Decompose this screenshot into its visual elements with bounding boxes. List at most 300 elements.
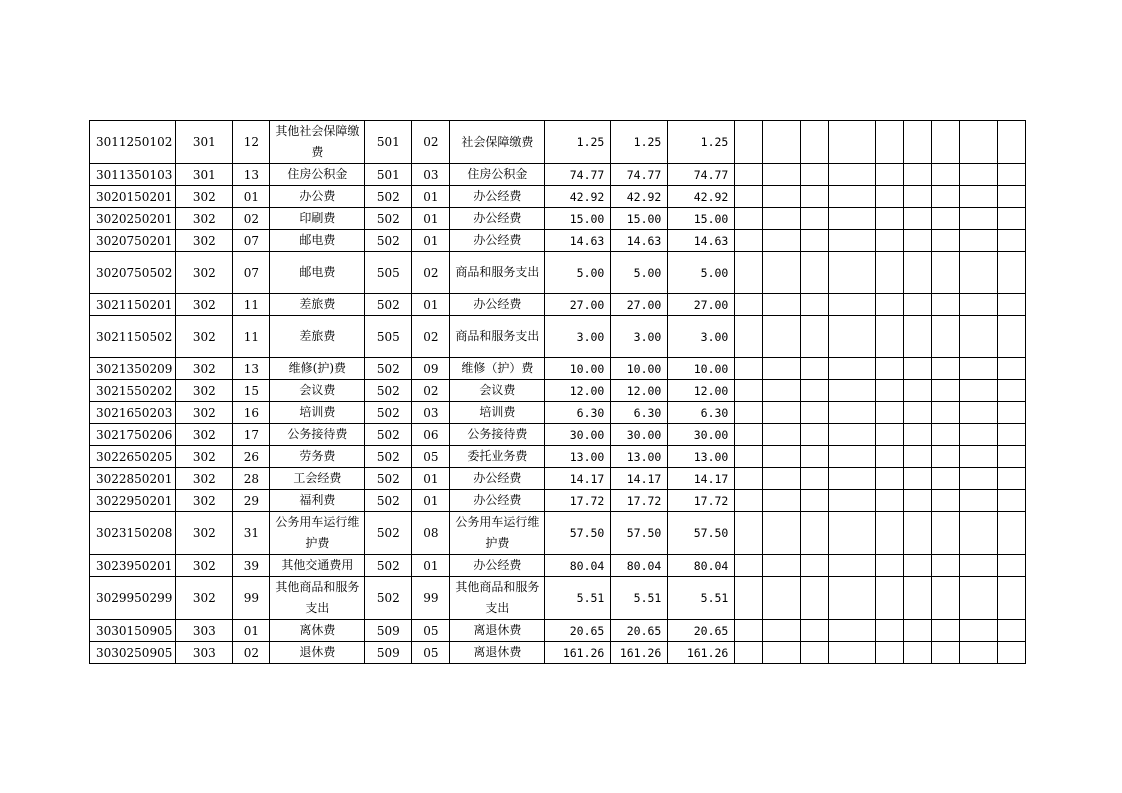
gov-expense-name-cell: 会议费 xyxy=(450,380,545,402)
amount-cell-1: 80.04 xyxy=(545,555,611,577)
item-code-cell: 26 xyxy=(233,446,270,468)
empty-cell xyxy=(735,208,763,230)
empty-cell xyxy=(876,642,904,664)
empty-cell xyxy=(932,186,960,208)
empty-cell xyxy=(904,208,932,230)
empty-cell xyxy=(829,402,876,424)
empty-cell xyxy=(735,642,763,664)
gov-item-code-cell: 01 xyxy=(412,555,450,577)
empty-cell xyxy=(735,164,763,186)
table-row xyxy=(90,208,1026,230)
account-code-cell: 3029950299 xyxy=(90,577,176,620)
empty-cell xyxy=(735,230,763,252)
empty-cell xyxy=(932,121,960,164)
amount-cell-2: 1.25 xyxy=(611,121,668,164)
empty-cell xyxy=(735,512,763,555)
empty-cell xyxy=(829,358,876,380)
gov-expense-name-cell: 住房公积金 xyxy=(450,164,545,186)
gov-expense-name-cell: 离退休费 xyxy=(450,642,545,664)
empty-cell xyxy=(876,230,904,252)
empty-cell xyxy=(998,446,1026,468)
table-row xyxy=(90,555,1026,577)
empty-cell xyxy=(904,555,932,577)
amount-cell-3: 30.00 xyxy=(668,424,735,446)
amount-cell-2: 14.63 xyxy=(611,230,668,252)
expense-name-cell: 公务接待费 xyxy=(270,424,365,446)
gov-item-code-cell: 01 xyxy=(412,208,450,230)
class-code-cell: 303 xyxy=(176,620,233,642)
empty-cell xyxy=(829,424,876,446)
amount-cell-3: 10.00 xyxy=(668,358,735,380)
gov-class-code-cell: 502 xyxy=(365,402,412,424)
empty-cell xyxy=(763,208,801,230)
item-code-cell: 01 xyxy=(233,186,270,208)
amount-cell-2: 12.00 xyxy=(611,380,668,402)
empty-cell xyxy=(763,164,801,186)
expense-name-cell: 工会经费 xyxy=(270,468,365,490)
item-code-cell: 28 xyxy=(233,468,270,490)
table-row xyxy=(90,512,1026,555)
empty-cell xyxy=(960,358,998,380)
account-code-cell: 3021150201 xyxy=(90,294,176,316)
empty-cell xyxy=(829,468,876,490)
amount-cell-3: 3.00 xyxy=(668,316,735,358)
expense-name-cell: 差旅费 xyxy=(270,316,365,358)
empty-cell xyxy=(960,252,998,294)
gov-class-code-cell: 502 xyxy=(365,490,412,512)
empty-cell xyxy=(932,577,960,620)
gov-class-code-cell: 502 xyxy=(365,380,412,402)
gov-expense-name-cell: 离退休费 xyxy=(450,620,545,642)
empty-cell xyxy=(735,577,763,620)
gov-expense-name-cell: 培训费 xyxy=(450,402,545,424)
empty-cell xyxy=(998,252,1026,294)
empty-cell xyxy=(904,642,932,664)
empty-cell xyxy=(829,555,876,577)
empty-cell xyxy=(904,316,932,358)
empty-cell xyxy=(763,424,801,446)
empty-cell xyxy=(763,512,801,555)
gov-item-code-cell: 99 xyxy=(412,577,450,620)
empty-cell xyxy=(801,555,829,577)
empty-cell xyxy=(876,402,904,424)
empty-cell xyxy=(960,446,998,468)
gov-class-code-cell: 505 xyxy=(365,316,412,358)
item-code-cell: 07 xyxy=(233,230,270,252)
table-row xyxy=(90,294,1026,316)
empty-cell xyxy=(904,490,932,512)
empty-cell xyxy=(801,358,829,380)
amount-cell-3: 6.30 xyxy=(668,402,735,424)
gov-item-code-cell: 01 xyxy=(412,490,450,512)
empty-cell xyxy=(998,186,1026,208)
amount-cell-2: 30.00 xyxy=(611,424,668,446)
empty-cell xyxy=(876,512,904,555)
empty-cell xyxy=(932,230,960,252)
empty-cell xyxy=(904,294,932,316)
empty-cell xyxy=(735,358,763,380)
item-code-cell: 13 xyxy=(233,358,270,380)
empty-cell xyxy=(876,490,904,512)
empty-cell xyxy=(829,164,876,186)
amount-cell-2: 3.00 xyxy=(611,316,668,358)
expense-name-cell: 办公费 xyxy=(270,186,365,208)
amount-cell-2: 5.51 xyxy=(611,577,668,620)
class-code-cell: 302 xyxy=(176,252,233,294)
amount-cell-2: 42.92 xyxy=(611,186,668,208)
item-code-cell: 11 xyxy=(233,294,270,316)
empty-cell xyxy=(998,316,1026,358)
empty-cell xyxy=(904,186,932,208)
empty-cell xyxy=(960,316,998,358)
item-code-cell: 29 xyxy=(233,490,270,512)
empty-cell xyxy=(801,164,829,186)
item-code-cell: 15 xyxy=(233,380,270,402)
gov-item-code-cell: 05 xyxy=(412,620,450,642)
empty-cell xyxy=(763,446,801,468)
empty-cell xyxy=(876,446,904,468)
account-code-cell: 3021750206 xyxy=(90,424,176,446)
empty-cell xyxy=(960,380,998,402)
empty-cell xyxy=(829,620,876,642)
empty-cell xyxy=(998,402,1026,424)
empty-cell xyxy=(876,424,904,446)
empty-cell xyxy=(801,294,829,316)
empty-cell xyxy=(763,294,801,316)
account-code-cell: 3022950201 xyxy=(90,490,176,512)
class-code-cell: 301 xyxy=(176,164,233,186)
empty-cell xyxy=(876,380,904,402)
empty-cell xyxy=(960,468,998,490)
empty-cell xyxy=(904,424,932,446)
table-row xyxy=(90,402,1026,424)
empty-cell xyxy=(829,577,876,620)
gov-class-code-cell: 502 xyxy=(365,446,412,468)
empty-cell xyxy=(998,642,1026,664)
amount-cell-3: 5.00 xyxy=(668,252,735,294)
empty-cell xyxy=(763,380,801,402)
amount-cell-1: 20.65 xyxy=(545,620,611,642)
empty-cell xyxy=(876,468,904,490)
gov-expense-name-cell: 公务用车运行维护费 xyxy=(450,512,545,555)
empty-cell xyxy=(960,555,998,577)
empty-cell xyxy=(763,468,801,490)
empty-cell xyxy=(960,424,998,446)
amount-cell-1: 1.25 xyxy=(545,121,611,164)
class-code-cell: 302 xyxy=(176,577,233,620)
amount-cell-1: 42.92 xyxy=(545,186,611,208)
empty-cell xyxy=(960,577,998,620)
empty-cell xyxy=(960,642,998,664)
class-code-cell: 302 xyxy=(176,555,233,577)
empty-cell xyxy=(829,380,876,402)
expense-name-cell: 培训费 xyxy=(270,402,365,424)
gov-expense-name-cell: 委托业务费 xyxy=(450,446,545,468)
account-code-cell: 3022650205 xyxy=(90,446,176,468)
amount-cell-1: 12.00 xyxy=(545,380,611,402)
table-row xyxy=(90,577,1026,620)
empty-cell xyxy=(998,358,1026,380)
empty-cell xyxy=(801,402,829,424)
empty-cell xyxy=(763,230,801,252)
amount-cell-3: 161.26 xyxy=(668,642,735,664)
empty-cell xyxy=(829,208,876,230)
gov-item-code-cell: 02 xyxy=(412,252,450,294)
empty-cell xyxy=(876,620,904,642)
gov-item-code-cell: 02 xyxy=(412,121,450,164)
empty-cell xyxy=(763,577,801,620)
gov-expense-name-cell: 办公经费 xyxy=(450,186,545,208)
class-code-cell: 302 xyxy=(176,490,233,512)
table-row xyxy=(90,380,1026,402)
empty-cell xyxy=(735,186,763,208)
amount-cell-2: 80.04 xyxy=(611,555,668,577)
amount-cell-1: 30.00 xyxy=(545,424,611,446)
empty-cell xyxy=(801,468,829,490)
table-row xyxy=(90,358,1026,380)
amount-cell-1: 3.00 xyxy=(545,316,611,358)
empty-cell xyxy=(960,230,998,252)
item-code-cell: 99 xyxy=(233,577,270,620)
empty-cell xyxy=(801,186,829,208)
empty-cell xyxy=(960,164,998,186)
account-code-cell: 3020750502 xyxy=(90,252,176,294)
class-code-cell: 302 xyxy=(176,380,233,402)
expense-name-cell: 维修(护)费 xyxy=(270,358,365,380)
empty-cell xyxy=(904,121,932,164)
account-code-cell: 3030150905 xyxy=(90,620,176,642)
item-code-cell: 12 xyxy=(233,121,270,164)
gov-item-code-cell: 01 xyxy=(412,186,450,208)
item-code-cell: 16 xyxy=(233,402,270,424)
empty-cell xyxy=(876,294,904,316)
empty-cell xyxy=(801,316,829,358)
class-code-cell: 302 xyxy=(176,316,233,358)
empty-cell xyxy=(932,252,960,294)
class-code-cell: 302 xyxy=(176,294,233,316)
empty-cell xyxy=(998,577,1026,620)
amount-cell-3: 74.77 xyxy=(668,164,735,186)
amount-cell-2: 14.17 xyxy=(611,468,668,490)
table-row xyxy=(90,490,1026,512)
gov-expense-name-cell: 办公经费 xyxy=(450,208,545,230)
empty-cell xyxy=(876,577,904,620)
amount-cell-2: 13.00 xyxy=(611,446,668,468)
amount-cell-1: 5.51 xyxy=(545,577,611,620)
empty-cell xyxy=(801,208,829,230)
table-row xyxy=(90,164,1026,186)
item-code-cell: 17 xyxy=(233,424,270,446)
amount-cell-3: 14.17 xyxy=(668,468,735,490)
gov-expense-name-cell: 维修（护）费 xyxy=(450,358,545,380)
gov-class-code-cell: 502 xyxy=(365,577,412,620)
empty-cell xyxy=(763,402,801,424)
class-code-cell: 302 xyxy=(176,424,233,446)
account-code-cell: 3011250102 xyxy=(90,121,176,164)
gov-item-code-cell: 01 xyxy=(412,294,450,316)
account-code-cell: 3020750201 xyxy=(90,230,176,252)
empty-cell xyxy=(904,620,932,642)
account-code-cell: 3020150201 xyxy=(90,186,176,208)
empty-cell xyxy=(876,358,904,380)
amount-cell-1: 6.30 xyxy=(545,402,611,424)
gov-item-code-cell: 02 xyxy=(412,380,450,402)
empty-cell xyxy=(735,252,763,294)
table-row xyxy=(90,468,1026,490)
empty-cell xyxy=(998,294,1026,316)
amount-cell-3: 20.65 xyxy=(668,620,735,642)
expense-name-cell: 会议费 xyxy=(270,380,365,402)
gov-item-code-cell: 05 xyxy=(412,446,450,468)
item-code-cell: 11 xyxy=(233,316,270,358)
empty-cell xyxy=(735,446,763,468)
empty-cell xyxy=(876,208,904,230)
empty-cell xyxy=(998,121,1026,164)
gov-item-code-cell: 02 xyxy=(412,316,450,358)
amount-cell-2: 20.65 xyxy=(611,620,668,642)
gov-class-code-cell: 502 xyxy=(365,208,412,230)
gov-item-code-cell: 01 xyxy=(412,468,450,490)
amount-cell-1: 15.00 xyxy=(545,208,611,230)
empty-cell xyxy=(960,512,998,555)
class-code-cell: 302 xyxy=(176,468,233,490)
empty-cell xyxy=(763,620,801,642)
amount-cell-2: 57.50 xyxy=(611,512,668,555)
empty-cell xyxy=(960,208,998,230)
gov-item-code-cell: 01 xyxy=(412,230,450,252)
gov-expense-name-cell: 办公经费 xyxy=(450,468,545,490)
empty-cell xyxy=(998,512,1026,555)
empty-cell xyxy=(763,252,801,294)
expense-name-cell: 退休费 xyxy=(270,642,365,664)
empty-cell xyxy=(960,186,998,208)
amount-cell-3: 57.50 xyxy=(668,512,735,555)
account-code-cell: 3030250905 xyxy=(90,642,176,664)
expense-name-cell: 住房公积金 xyxy=(270,164,365,186)
account-code-cell: 3021550202 xyxy=(90,380,176,402)
expense-name-cell: 差旅费 xyxy=(270,294,365,316)
class-code-cell: 303 xyxy=(176,642,233,664)
expense-name-cell: 邮电费 xyxy=(270,230,365,252)
empty-cell xyxy=(829,294,876,316)
gov-class-code-cell: 501 xyxy=(365,121,412,164)
table-row xyxy=(90,620,1026,642)
empty-cell xyxy=(876,555,904,577)
empty-cell xyxy=(829,121,876,164)
empty-cell xyxy=(960,294,998,316)
account-code-cell: 3023950201 xyxy=(90,555,176,577)
empty-cell xyxy=(904,512,932,555)
empty-cell xyxy=(735,402,763,424)
empty-cell xyxy=(829,490,876,512)
account-code-cell: 3023150208 xyxy=(90,512,176,555)
expense-name-cell: 福利费 xyxy=(270,490,365,512)
empty-cell xyxy=(904,446,932,468)
gov-class-code-cell: 502 xyxy=(365,424,412,446)
empty-cell xyxy=(801,230,829,252)
empty-cell xyxy=(932,468,960,490)
gov-expense-name-cell: 办公经费 xyxy=(450,230,545,252)
empty-cell xyxy=(932,555,960,577)
amount-cell-2: 27.00 xyxy=(611,294,668,316)
amount-cell-3: 14.63 xyxy=(668,230,735,252)
expense-name-cell: 公务用车运行维护费 xyxy=(270,512,365,555)
empty-cell xyxy=(735,620,763,642)
expense-name-cell: 其他商品和服务支出 xyxy=(270,577,365,620)
empty-cell xyxy=(735,490,763,512)
amount-cell-1: 57.50 xyxy=(545,512,611,555)
gov-class-code-cell: 509 xyxy=(365,642,412,664)
budget-table-body xyxy=(90,121,1026,664)
gov-class-code-cell: 501 xyxy=(365,164,412,186)
gov-item-code-cell: 05 xyxy=(412,642,450,664)
account-code-cell: 3021650203 xyxy=(90,402,176,424)
empty-cell xyxy=(763,121,801,164)
empty-cell xyxy=(932,294,960,316)
amount-cell-2: 17.72 xyxy=(611,490,668,512)
empty-cell xyxy=(998,490,1026,512)
empty-cell xyxy=(763,186,801,208)
amount-cell-1: 161.26 xyxy=(545,642,611,664)
class-code-cell: 302 xyxy=(176,402,233,424)
gov-item-code-cell: 09 xyxy=(412,358,450,380)
item-code-cell: 31 xyxy=(233,512,270,555)
account-code-cell: 3021150502 xyxy=(90,316,176,358)
amount-cell-2: 10.00 xyxy=(611,358,668,380)
class-code-cell: 302 xyxy=(176,512,233,555)
empty-cell xyxy=(801,252,829,294)
gov-item-code-cell: 06 xyxy=(412,424,450,446)
empty-cell xyxy=(904,402,932,424)
empty-cell xyxy=(998,380,1026,402)
empty-cell xyxy=(763,358,801,380)
class-code-cell: 302 xyxy=(176,230,233,252)
empty-cell xyxy=(932,446,960,468)
expense-name-cell: 邮电费 xyxy=(270,252,365,294)
empty-cell xyxy=(876,252,904,294)
empty-cell xyxy=(735,121,763,164)
empty-cell xyxy=(932,402,960,424)
table-row xyxy=(90,186,1026,208)
gov-expense-name-cell: 其他商品和服务支出 xyxy=(450,577,545,620)
gov-item-code-cell: 08 xyxy=(412,512,450,555)
empty-cell xyxy=(763,555,801,577)
empty-cell xyxy=(932,424,960,446)
empty-cell xyxy=(960,490,998,512)
gov-expense-name-cell: 公务接待费 xyxy=(450,424,545,446)
table-row xyxy=(90,121,1026,164)
gov-expense-name-cell: 商品和服务支出 xyxy=(450,252,545,294)
amount-cell-1: 13.00 xyxy=(545,446,611,468)
table-row xyxy=(90,316,1026,358)
empty-cell xyxy=(801,642,829,664)
gov-class-code-cell: 502 xyxy=(365,230,412,252)
gov-expense-name-cell: 办公经费 xyxy=(450,294,545,316)
empty-cell xyxy=(735,294,763,316)
empty-cell xyxy=(932,620,960,642)
gov-expense-name-cell: 办公经费 xyxy=(450,555,545,577)
amount-cell-2: 74.77 xyxy=(611,164,668,186)
budget-table xyxy=(89,120,1026,664)
empty-cell xyxy=(998,230,1026,252)
table-row xyxy=(90,230,1026,252)
empty-cell xyxy=(801,424,829,446)
amount-cell-1: 10.00 xyxy=(545,358,611,380)
empty-cell xyxy=(735,316,763,358)
empty-cell xyxy=(801,121,829,164)
empty-cell xyxy=(735,424,763,446)
gov-expense-name-cell: 商品和服务支出 xyxy=(450,316,545,358)
